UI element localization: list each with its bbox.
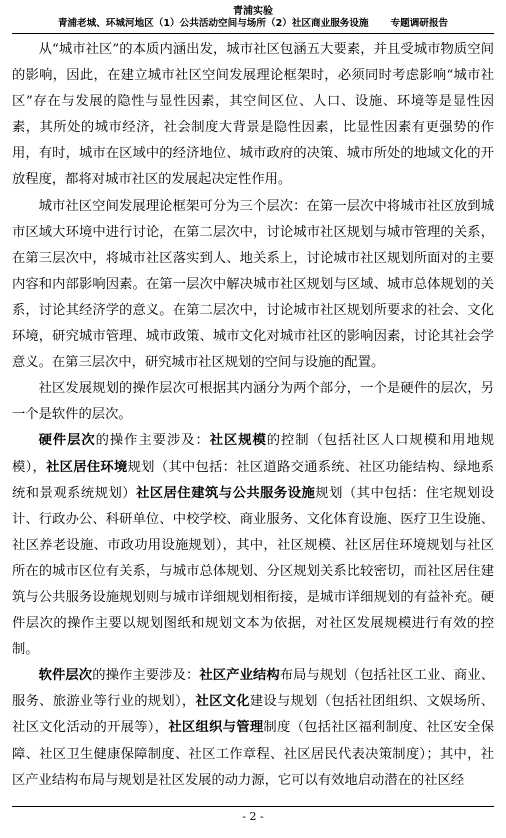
paragraph-1: 从“城市社区”的本质内涵出发，城市社区包涵五大要素，并且受城市物质空间的影响，因此，在建立城市社区空间发展理论框架时，必须同时考虑影响“城市社区”存在与发展的隐性与显性因素，其空间区位、人口、设施、环境等是显性因素，其所处的城市经济，社会制度大背景是隐性因素，比显性因素有更强势的作用，有时，城市在区域中的经济地位、城市政府的决策、城市所处的地域文化的开放程度，都将对城市社区的发展起决定性作用。 bbox=[12, 42, 494, 188]
term-community-culture: 社区文化 bbox=[195, 694, 250, 710]
page-header bbox=[0, 6, 506, 30]
text-run: 的控制（包括社区人口规模和用地规模）， bbox=[12, 433, 495, 475]
term-community-scale: 社区规模 bbox=[209, 433, 267, 449]
header-rule bbox=[12, 33, 494, 34]
header-title: 青浦老城、环城河地区（1）公共活动空间与场所（2）社区商业服务设施 bbox=[57, 18, 369, 29]
text-run: 布局与规划（包括社区工业、商业、服务、旅游业等行业的规划）， bbox=[12, 668, 495, 710]
text-run: 规划（其中包括：住宅规划设计、行政办公、科研单位、中校学校、商业服务、文化体育设施、医疗卫生设施、社区养老设施、市政功用设施规划），其中，社区规模、社区居住环境规划与社区所在的城市区位有关系，与城市总体规划、分区规划关系比较密切，而社区居住建筑与公共服务设施规划则与城市详细规划相衔接，是城市详细规划的有益补充。硬件层次的操作主要以规划图纸和规划文本为依据，对社区发展规模进行有效的控制。 bbox=[12, 485, 495, 658]
term-organization-management: 社区组织与管理 bbox=[168, 720, 264, 736]
paragraph-hardware bbox=[12, 428, 494, 663]
text-run: 的操作主要涉及： bbox=[92, 668, 200, 684]
term-software-level: 软件层次 bbox=[38, 668, 93, 684]
term-hardware-level: 硬件层次 bbox=[38, 433, 96, 449]
header-report: 专题调研报告 bbox=[390, 18, 449, 29]
text-run: 制度（包括社区福利制度、社区安全保障、社区卫生健康保障制度、社区工作章程、社区居民代表决策制度）；其中，社区产业结构布局与规划是社区发展的动力源，它可以有效地启动潜在的社区经 bbox=[12, 720, 495, 788]
text-run: 的操作主要涉及： bbox=[95, 433, 210, 449]
text-run: 建设与规划（包括社团组织、文娱场所、社区文化活动的开展等）， bbox=[12, 694, 495, 736]
term-industry-structure: 社区产业结构 bbox=[199, 668, 280, 684]
page-number: - 2 - bbox=[242, 810, 264, 823]
paragraph-3: 社区发展规划的操作层次可根据其内涵分为两个部分，一个是硬件的层次，另一个是软件的层次。 bbox=[12, 381, 494, 423]
paragraph-software bbox=[12, 663, 494, 793]
header-subtitle bbox=[0, 18, 506, 30]
paragraph-2: 城市社区空间发展理论框架可分为三个层次：在第一层次中将城市社区放到城市区域大环境中进行讨论，在第二层次中，讨论城市社区规划与城市管理的关系，在第三层次中，将城市社区落实到人、地关系上，讨论城市社区规划所面对的主要内容和内部影响因素。在第一层次中解决城市社区规划与区域、城市总体规划的关系，讨论其经济学的意义。在第二层次中，讨论城市社区规划所要求的社会、文化环境，研究城市管理、城市政策、城市文化对城市社区的影响因素，讨论其社会学意义。在第三层次中，研究城市社区规划的空间与设施的配置。 bbox=[12, 198, 494, 371]
term-residential-facilities: 社区居住建筑与公共服务设施 bbox=[136, 485, 316, 501]
document-body bbox=[12, 37, 494, 794]
footer-rule bbox=[12, 806, 494, 807]
term-living-environment: 社区居住环境 bbox=[46, 459, 128, 475]
text-run: 规划（其中包括：社区道路交通系统、社区功能结构、绿地系统和景观系统规划） bbox=[12, 459, 495, 501]
header-org: 青浦实验 bbox=[233, 6, 273, 17]
